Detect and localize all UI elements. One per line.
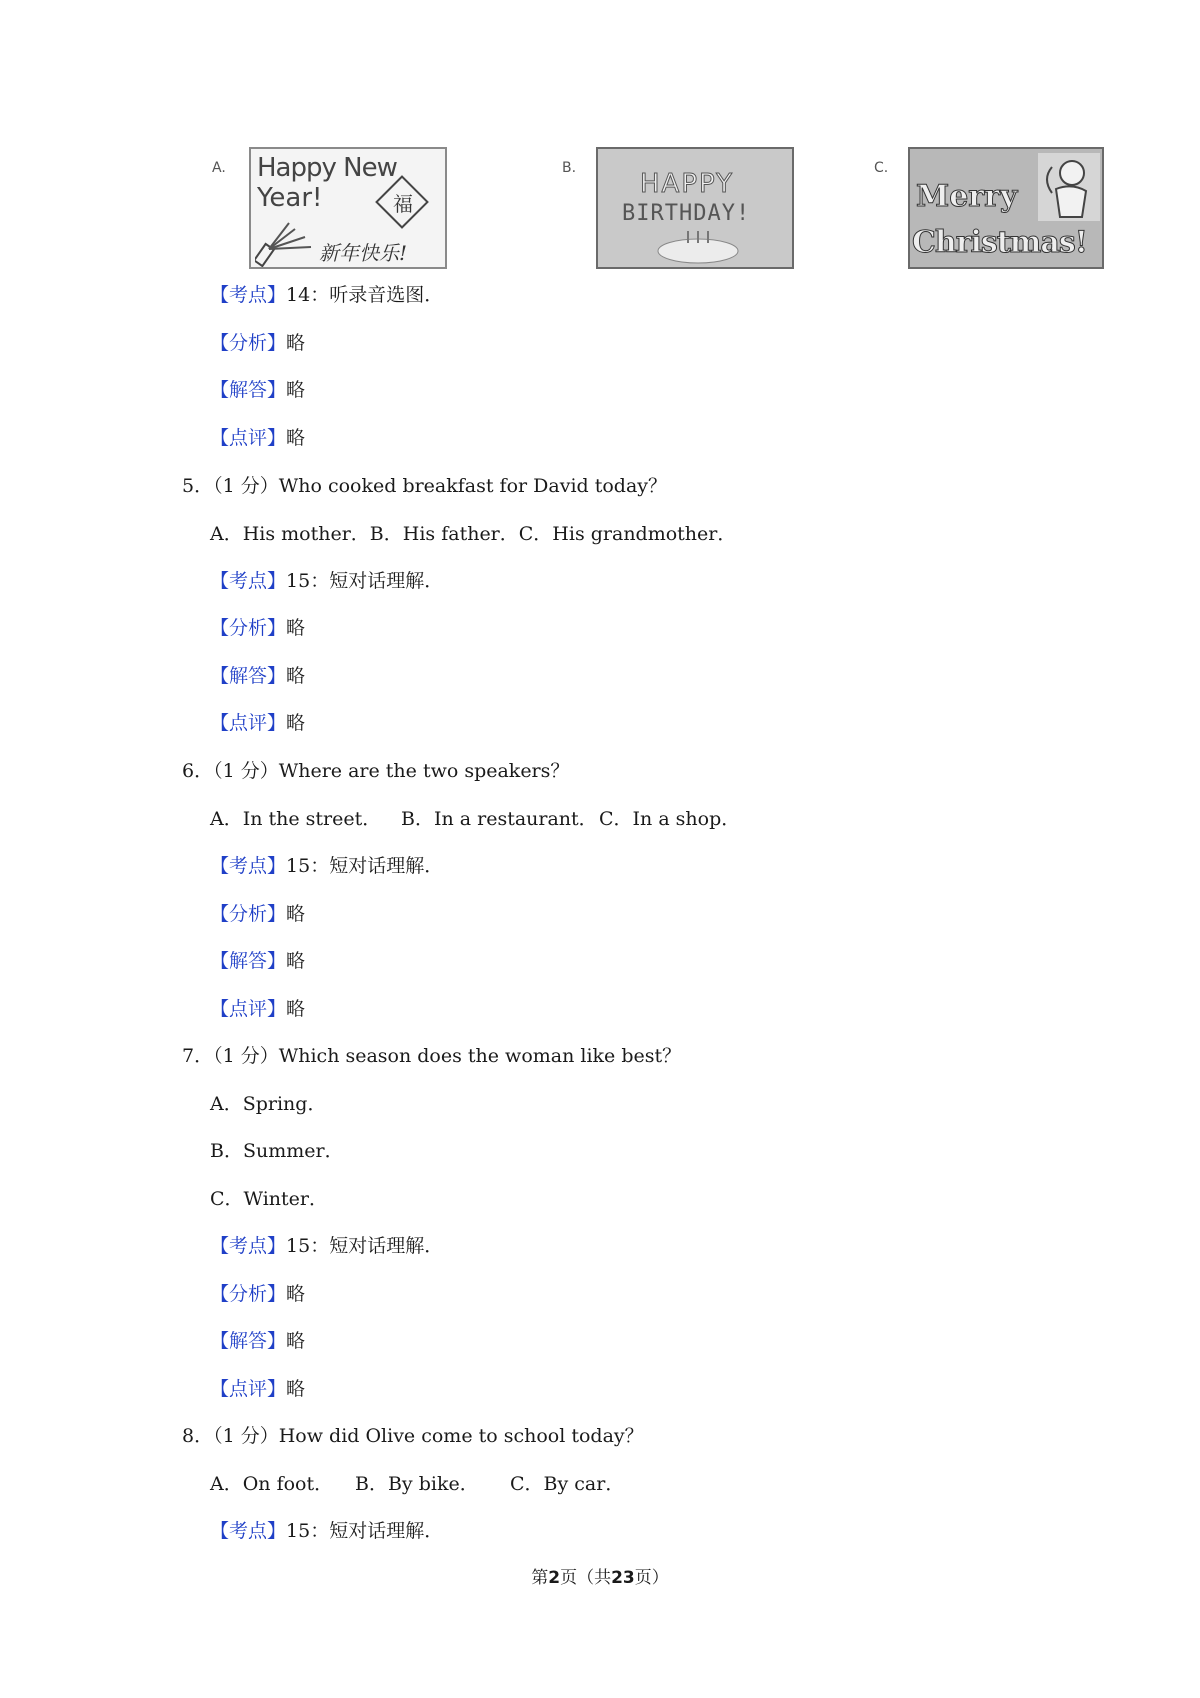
q5-question: 5．（1 分）Who cooked breakfast for David today？: [182, 475, 668, 497]
q7-question: 7．（1 分）Which season does the woman like best？: [182, 1045, 682, 1067]
q4-jieda-text: 略: [286, 379, 306, 401]
q6-option-b: B．In a restaurant．: [401, 808, 598, 830]
q6-option-c: C．In a shop．: [599, 808, 741, 830]
q6-kaodian-tag: 【考点】: [210, 855, 287, 877]
fu-character: 福: [393, 192, 413, 216]
q7-fenxi: [210, 1282, 305, 1306]
q6-dianping: [210, 997, 305, 1021]
q8-question: 8．（1 分）How did Olive come to school today？: [182, 1425, 644, 1447]
q6-kaodian-text: 15：短对话理解．: [286, 855, 444, 877]
q6-option-a: A．In the street．: [210, 808, 382, 830]
footer-pre: 第: [531, 1568, 549, 1588]
q6-fenxi-text: 略: [286, 903, 306, 925]
q5-kaodian-tag: 【考点】: [210, 570, 287, 592]
q7-jieda-tag: 【解答】: [210, 1330, 287, 1352]
q6-kaodian: [210, 854, 443, 878]
q8-option-c: C．By car．: [510, 1473, 625, 1495]
q4-dianping-tag: 【点评】: [210, 427, 287, 449]
q5-fenxi-tag: 【分析】: [210, 617, 287, 639]
q7-jieda-text: 略: [286, 1330, 306, 1352]
q7-fenxi-text: 略: [286, 1283, 306, 1305]
q4-fenxi-text: 略: [286, 332, 306, 354]
q7-dianping: [210, 1377, 305, 1401]
card-c-line1: Merry: [916, 179, 1018, 214]
q4-jieda-tag: 【解答】: [210, 379, 287, 401]
q5-jieda-tag: 【解答】: [210, 665, 287, 687]
q6-fenxi: [210, 902, 305, 926]
q7-kaodian-text: 15：短对话理解．: [286, 1235, 444, 1257]
happy-birthday-card-image: [596, 147, 794, 269]
q4-dianping: [210, 426, 305, 450]
card-a-chinese: 新年快乐!: [319, 241, 408, 265]
q7-dianping-text: 略: [286, 1378, 306, 1400]
option-b-label: B.: [562, 160, 577, 176]
q8-option-b: B．By bike．: [355, 1473, 479, 1495]
card-a-line2: Year!: [257, 183, 323, 213]
q5-jieda-text: 略: [286, 665, 306, 687]
card-a-line1: Happy New: [257, 153, 397, 183]
q4-fenxi: [210, 331, 305, 355]
q7-kaodian-tag: 【考点】: [210, 1235, 287, 1257]
q8-option-a: A．On foot．: [210, 1473, 334, 1495]
footer-total-pages: 23: [611, 1568, 635, 1588]
q7-fenxi-tag: 【分析】: [210, 1283, 287, 1305]
q7-option-b: B．Summer．: [210, 1140, 344, 1162]
happy-new-year-card-image: [249, 147, 447, 269]
q5-dianping: [210, 711, 305, 735]
q4-kaodian-tag: 【考点】: [210, 284, 287, 306]
q8-kaodian-text: 15：短对话理解．: [286, 1520, 444, 1542]
cake-icon: [652, 229, 744, 267]
q6-question: 6．（1 分）Where are the two speakers？: [182, 760, 570, 782]
q6-dianping-tag: 【点评】: [210, 998, 287, 1020]
q8-kaodian-tag: 【考点】: [210, 1520, 287, 1542]
merry-christmas-card-image: [908, 147, 1104, 269]
page-footer: [0, 1563, 1200, 1588]
q5-fenxi-text: 略: [286, 617, 306, 639]
q6-fenxi-tag: 【分析】: [210, 903, 287, 925]
option-c-label: C.: [874, 160, 889, 176]
card-c-line2: Christmas!: [912, 225, 1087, 260]
q4-fenxi-tag: 【分析】: [210, 332, 287, 354]
q5-kaodian: [210, 569, 443, 593]
q6-dianping-text: 略: [286, 998, 306, 1020]
card-b-line1: HAPPY: [640, 169, 735, 199]
q5-dianping-text: 略: [286, 712, 306, 734]
q7-jieda: [210, 1329, 305, 1353]
q4-jieda: [210, 378, 305, 402]
q6-jieda: [210, 949, 305, 973]
q5-fenxi: [210, 616, 305, 640]
q8-kaodian: [210, 1519, 443, 1543]
q7-kaodian: [210, 1234, 443, 1258]
q7-dianping-tag: 【点评】: [210, 1378, 287, 1400]
q6-jieda-tag: 【解答】: [210, 950, 287, 972]
q4-kaodian-text: 14：听录音选图．: [286, 284, 444, 306]
option-a-label: A.: [212, 160, 226, 176]
footer-page-number: 2: [548, 1568, 561, 1588]
q5-options: A．His mother．B．His father．C．His grandmother．: [210, 523, 737, 545]
footer-mid: 页（共: [560, 1568, 612, 1588]
q5-dianping-tag: 【点评】: [210, 712, 287, 734]
q4-dianping-text: 略: [286, 427, 306, 449]
firecracker-icon: [255, 219, 325, 267]
q7-option-c: C．Winter．: [210, 1188, 329, 1210]
q7-option-a: A．Spring．: [210, 1093, 327, 1115]
angel-icon: [1038, 153, 1100, 221]
q5-kaodian-text: 15：短对话理解．: [286, 570, 444, 592]
footer-post: 页）: [634, 1568, 669, 1588]
q6-jieda-text: 略: [286, 950, 306, 972]
card-b-line2: BIRTHDAY!: [622, 201, 751, 226]
q4-kaodian: [210, 283, 443, 307]
q5-jieda: [210, 664, 305, 688]
